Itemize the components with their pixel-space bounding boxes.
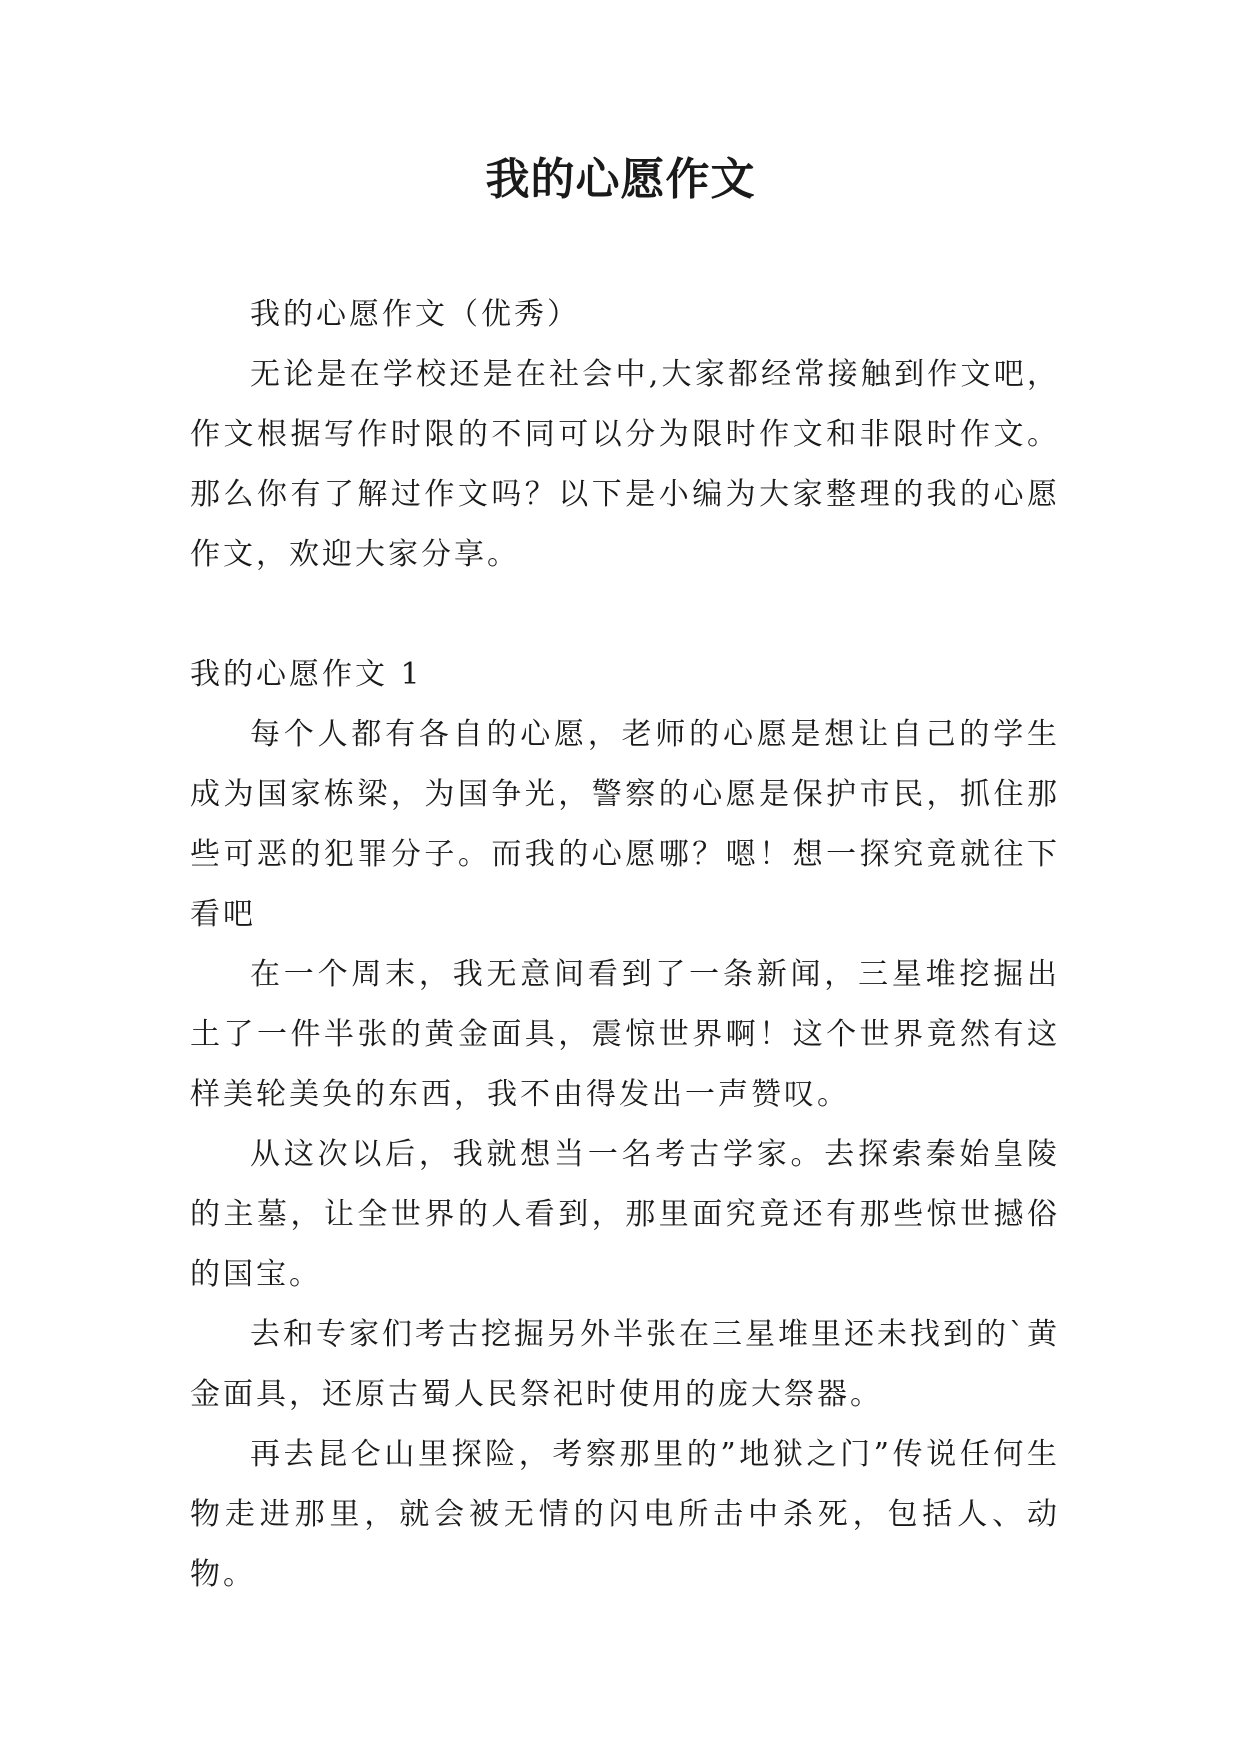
section-heading: 我的心愿作文 1 bbox=[190, 657, 423, 692]
document-body bbox=[190, 285, 1060, 1605]
body-paragraph-2: 在一个周末，我无意间看到了一条新闻，三星堆挖掘出土了一件半张的黄金面具，震惊世界啊！这个世界竟然有这样美轮美奂的东西，我不由得发出一声赞叹。 bbox=[190, 957, 1060, 1112]
intro-paragraph: 无论是在学校还是在社会中,大家都经常接触到作文吧，作文根据写作时限的不同可以分为限时作文和非限时作文。那么你有了解过作文吗？以下是小编为大家整理的我的心愿作文，欢迎大家分享。 bbox=[190, 357, 1060, 572]
document-title: 我的心愿作文 bbox=[485, 154, 756, 205]
body-paragraph-3: 从这次以后，我就想当一名考古学家。去探索秦始皇陵的主墓，让全世界的人看到，那里面究竟还有那些惊世撼俗的国宝。 bbox=[190, 1137, 1060, 1292]
body-paragraph-1: 每个人都有各自的心愿，老师的心愿是想让自己的学生成为国家栋梁，为国争光，警察的心愿是保护市民，抓住那些可恶的犯罪分子。而我的心愿哪？嗯！想一探究竟就往下看吧 bbox=[190, 717, 1060, 932]
body-paragraph-5: 再去昆仑山里探险，考察那里的”地狱之门”传说任何生物走进那里，就会被无情的闪电所击中杀死，包括人、动物。 bbox=[190, 1437, 1060, 1592]
section-gap bbox=[190, 585, 1060, 645]
document-subtitle: 我的心愿作文（优秀） bbox=[250, 297, 580, 332]
body-paragraph-4: 去和专家们考古挖掘另外半张在三星堆里还未找到的`黄金面具，还原古蜀人民祭祀时使用的庞大祭器。 bbox=[190, 1317, 1060, 1412]
